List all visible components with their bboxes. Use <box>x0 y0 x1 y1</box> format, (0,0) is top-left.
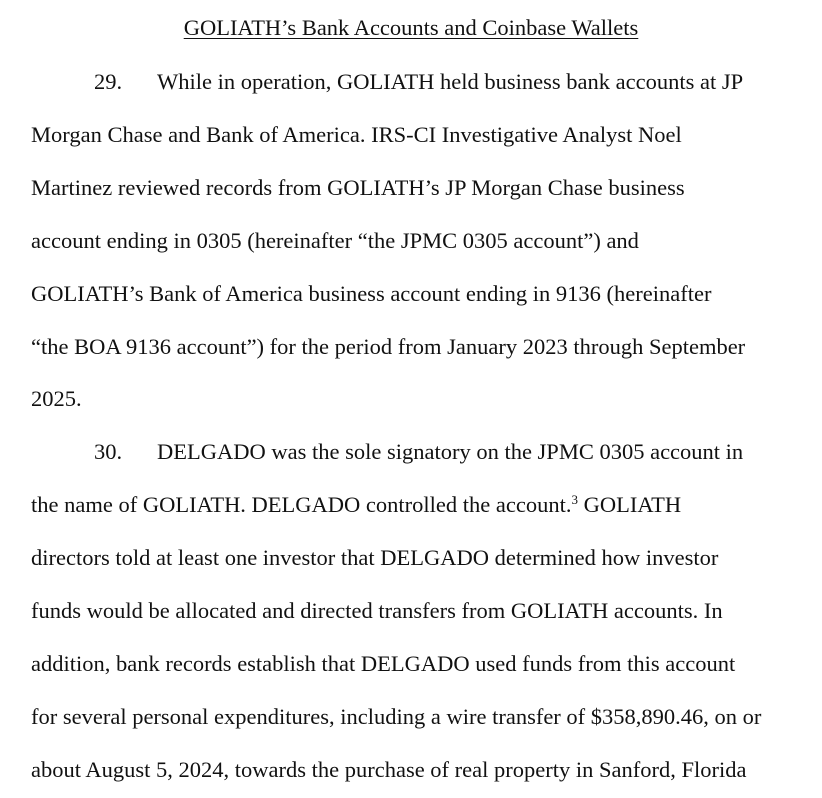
paragraph-30-line-5: addition, bank records establish that DELGADO used funds from this account <box>31 651 736 676</box>
paragraph-30-line-4: funds would be allocated and directed transfers from GOLIATH accounts. In <box>31 598 723 623</box>
paragraph-29-line-4: account ending in 0305 (hereinafter “the JPMC 0305 account”) and <box>31 228 639 253</box>
paragraph-29-line-7: 2025. <box>31 386 82 411</box>
paragraph-29-line-5: GOLIATH’s Bank of America business account ending in 9136 (hereinafter <box>31 281 712 306</box>
paragraph-30-line-2-text: the name of GOLIATH. DELGADO controlled the account. <box>31 492 572 517</box>
paragraph-30-line-1 <box>94 437 743 467</box>
section-heading: GOLIATH’s Bank Accounts and Coinbase Wallets <box>183 15 639 40</box>
paragraph-29-line-1 <box>94 67 743 97</box>
paragraph-29-number: 29. <box>94 69 123 94</box>
paragraph-30-line-6: for several personal expenditures, including a wire transfer of $358,890.46, on or <box>31 704 762 729</box>
paragraph-29-line-2: Morgan Chase and Bank of America. IRS-CI Investigative Analyst Noel <box>31 122 682 147</box>
footnote-reference[interactable]: 3 <box>571 492 578 507</box>
paragraph-30-line-2 <box>31 490 681 520</box>
paragraph-29-line-3: Martinez reviewed records from GOLIATH’s JP Morgan Chase business <box>31 175 685 200</box>
paragraph-30-line-3: directors told at least one investor that DELGADO determined how investor <box>31 545 719 570</box>
paragraph-30-line-2-tail: GOLIATH <box>583 492 682 517</box>
paragraph-29-text: While in operation, GOLIATH held business bank accounts at JP <box>157 69 744 94</box>
paragraph-30-text: DELGADO was the sole signatory on the JPMC 0305 account in <box>157 439 744 464</box>
paragraph-30-number: 30. <box>94 439 123 464</box>
paragraph-30-line-7: about August 5, 2024, towards the purchase of real property in Sanford, Florida <box>31 757 747 782</box>
paragraph-29-line-6: “the BOA 9136 account”) for the period from January 2023 through September <box>31 334 746 359</box>
